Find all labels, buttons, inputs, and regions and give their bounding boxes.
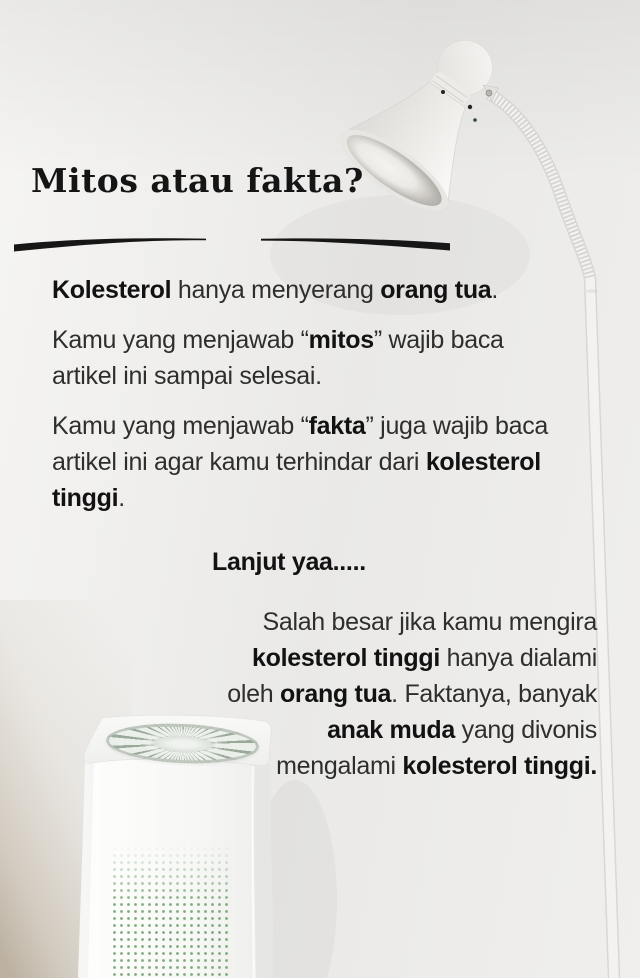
explanation-paragraph: Salah besar jika kamu mengira kolesterol tinggi hanya dialami oleh orang tua. Faktanya, banyak anak muda yang divonis mengalami kolesterol tinggi. (227, 608, 597, 780)
divider-left-stroke (14, 238, 206, 251)
fakta-answer-paragraph: Kamu yang menjawab “fakta” juga wajib baca artikel ini agar kamu terhindar dari kolesterol tinggi. (52, 412, 549, 512)
lead-in-text: Lanjut yaa..... (212, 548, 366, 576)
divider-right-stroke (261, 238, 450, 250)
statement-paragraph: Kolesterol hanya menyerang orang tua. (52, 276, 499, 304)
mitos-answer-paragraph: Kamu yang menjawab “mitos” wajib baca artikel ini sampai selesai. (52, 326, 504, 390)
page-title: Mitos atau fakta? (31, 161, 364, 200)
